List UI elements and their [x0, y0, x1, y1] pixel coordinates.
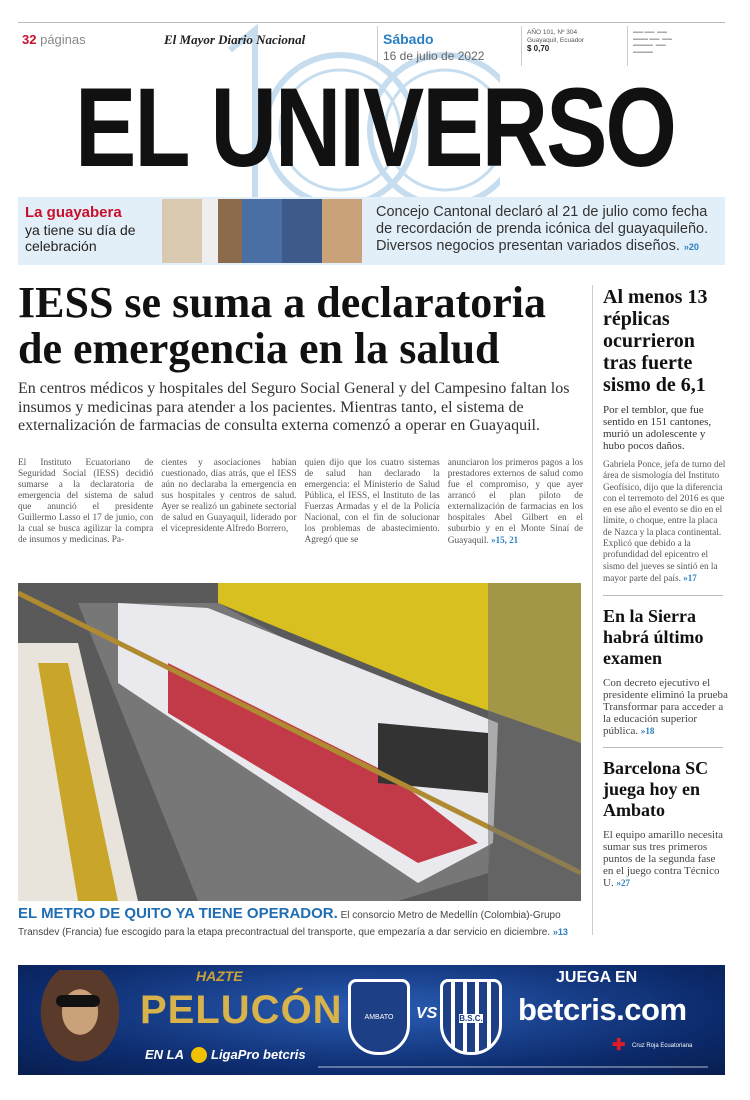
top-rule	[18, 22, 725, 23]
body-column: quien dijo que los cuatro sistemas de salud han declarado la emergencia: el Ministerio de Salud Pública, el IESS, el Instituto de las Fuerzas Armadas y el de la Policía Nacional, con el fin de solucionar los problemas de abastecimiento. Agregó que se	[304, 457, 440, 545]
teaser-text	[376, 204, 721, 256]
page-count-number: 32	[22, 32, 37, 47]
teaser-photo	[162, 199, 362, 263]
masthead: EL UNIVERSO	[75, 65, 675, 191]
divider	[603, 747, 723, 748]
red-cross-icon: ✚	[612, 1037, 626, 1054]
team-away: B.S.C.	[459, 1014, 483, 1023]
teaser-subtitle: ya tiene su día de celebración	[25, 222, 136, 254]
page-count	[22, 32, 86, 47]
issue-date: 16 de julio de 2022	[383, 49, 485, 63]
sidebar-body-barcelona	[603, 829, 728, 889]
ad-cta: JUEGA EN	[556, 969, 638, 986]
ad-brand[interactable]: betcris.com	[518, 992, 687, 1027]
ad-sponsor: Cruz Roja Ecuatoriana	[632, 1043, 693, 1049]
body-columns	[18, 458, 583, 547]
page-ref: »18	[640, 726, 655, 737]
page-ref: »13	[552, 927, 568, 937]
body-column: El Instituto Ecuatoriano de Seguridad Social (IESS) decidió sumarse a la declaratoria de emergencia del sistema de salud que anunció el presidente Guillermo Lasso el 17 de junio, con la cual se busca agilizar la compra de insumos y medicinas. Pa-	[18, 457, 154, 545]
page-ref: »27	[616, 878, 630, 889]
sidebar	[603, 286, 728, 889]
ambato-crest	[348, 979, 410, 1055]
photo-caption	[18, 905, 583, 941]
page-ref: »17	[683, 572, 697, 583]
ad-fine-print	[318, 1066, 708, 1068]
fine-print: ▬▬ ▬▬ ▬▬ ▬▬▬ ▬▬ ▬▬ ▬▬▬▬ ▬▬ ▬▬▬▬	[633, 29, 673, 55]
ad-vs: VS	[416, 1005, 438, 1022]
main-deck: En centros médicos y hospitales del Seguro Social General y del Campesino faltan los insumos y medicinas para atender a los pacientes. Mientras tanto, el sistema de externalización de farmacias de consulta externa comenzó a operar en Guayaquil.	[18, 380, 570, 434]
caption-title: EL METRO DE QUITO YA TIENE OPERADOR.	[18, 905, 338, 922]
motto: El Mayor Diario Nacional	[164, 32, 306, 47]
edition-price: $ 0,70	[527, 44, 550, 53]
edition-info	[527, 29, 584, 54]
divider	[521, 26, 522, 66]
sidebar-lead-quake: Por el temblor, que fue sentido en 151 cantones, murió un adolescente y hubo pocos daños.	[603, 404, 712, 452]
sidebar-body-text: El equipo amarillo necesita sumar sus tres primeros puntos de la segunda fase en el juego contra Técnico U.	[603, 829, 724, 890]
bsc-crest	[440, 979, 502, 1055]
issue-day: Sábado	[383, 31, 434, 47]
teaser-title[interactable]: La guayabera	[25, 204, 122, 221]
ad-tagline-bottom: EN LA	[145, 1047, 184, 1062]
caption-text: El consorcio Metro de Medellín (Colombia)-Grupo Transdev (Francia) fue escogido para la etapa precontractual del transporte, que empezaría a dar servicio en diciembre.	[18, 910, 561, 938]
edition-number: AÑO 101, Nº 304	[527, 29, 578, 36]
page-ref: »15, 21	[491, 534, 519, 545]
edition-location: Guayaquil, Ecuador	[527, 37, 585, 44]
divider	[627, 26, 628, 66]
team-home: AMBATO	[364, 1014, 394, 1021]
sidebar-headline-barcelona[interactable]: Barcelona SC juega hoy en Ambato	[603, 758, 709, 821]
metro-train-illustration	[18, 583, 581, 901]
ligapro-logo-icon	[191, 1047, 207, 1063]
teaser-body: Concejo Cantonal declaró al 21 de julio como fecha de recordación de prenda icónica del guayaquileño. Diversos negocios presentan variados diseños.	[376, 204, 709, 254]
metro-photo	[18, 583, 581, 901]
betcris-advertisement[interactable]	[18, 965, 725, 1075]
main-headline[interactable]: IESS se suma a declaratoria de emergencia en la salud	[18, 278, 546, 373]
body-column: cientes y asociaciones habían cuestionado, días atrás, que el IESS aún no declaraba la emergencia en sus hospitales y centros de salud. Ayer se realizó un gabinete sectorial de salud en Guayaquil, liderado por el vicepresidente Alfredo Borrero,	[161, 457, 297, 534]
sidebar-headline-quake[interactable]: Al menos 13 réplicas ocurrieron tras fuerte sismo de 6,1	[603, 286, 708, 396]
body-text: anunciaron los primeros pagos a los prestadores externos de salud como fue el compromiso, y que ayer arrancó el plan piloto de externalización de farmacias en los hospitales Abel Gilbert en el suburbio y en el Monte Sinaí de Guayaquil.	[447, 457, 583, 546]
divider	[377, 26, 378, 66]
ad-tagline-top: HAZTE	[196, 968, 243, 984]
page-count-label: páginas	[40, 32, 86, 47]
ad-person-image	[30, 970, 130, 1075]
body-column-last	[448, 458, 583, 547]
sidebar-body-exam	[603, 677, 728, 737]
ad-league: LigaPro betcris	[211, 1047, 306, 1062]
sidebar-body-text: Con decreto ejecutivo el presidente eliminó la prueba Transformar para acceder a la educación superior pública.	[603, 677, 728, 738]
divider	[603, 595, 723, 596]
sidebar-headline-exam[interactable]: En la Sierra habrá último examen	[603, 606, 704, 669]
sidebar-body-quake	[603, 460, 728, 585]
main-story	[18, 280, 583, 547]
page-ref: »20	[683, 242, 699, 252]
sidebar-body-text: Gabriela Ponce, jefa de turno del área de sismología del Instituto Geofísico, dijo que la diferencia con el terremoto del 2016 es que en ese año el evento se dio en el límite, o choque, entre la placa de Nazca y la placa continental. Explicó que debido a la profundidad del epicentro el sismo del jueves se sintió en la mayor parte del país.	[603, 460, 726, 584]
ad-tagline-main: PELUCÓN	[140, 988, 343, 1032]
column-divider	[592, 285, 593, 935]
sunglasses-icon	[56, 995, 100, 1007]
